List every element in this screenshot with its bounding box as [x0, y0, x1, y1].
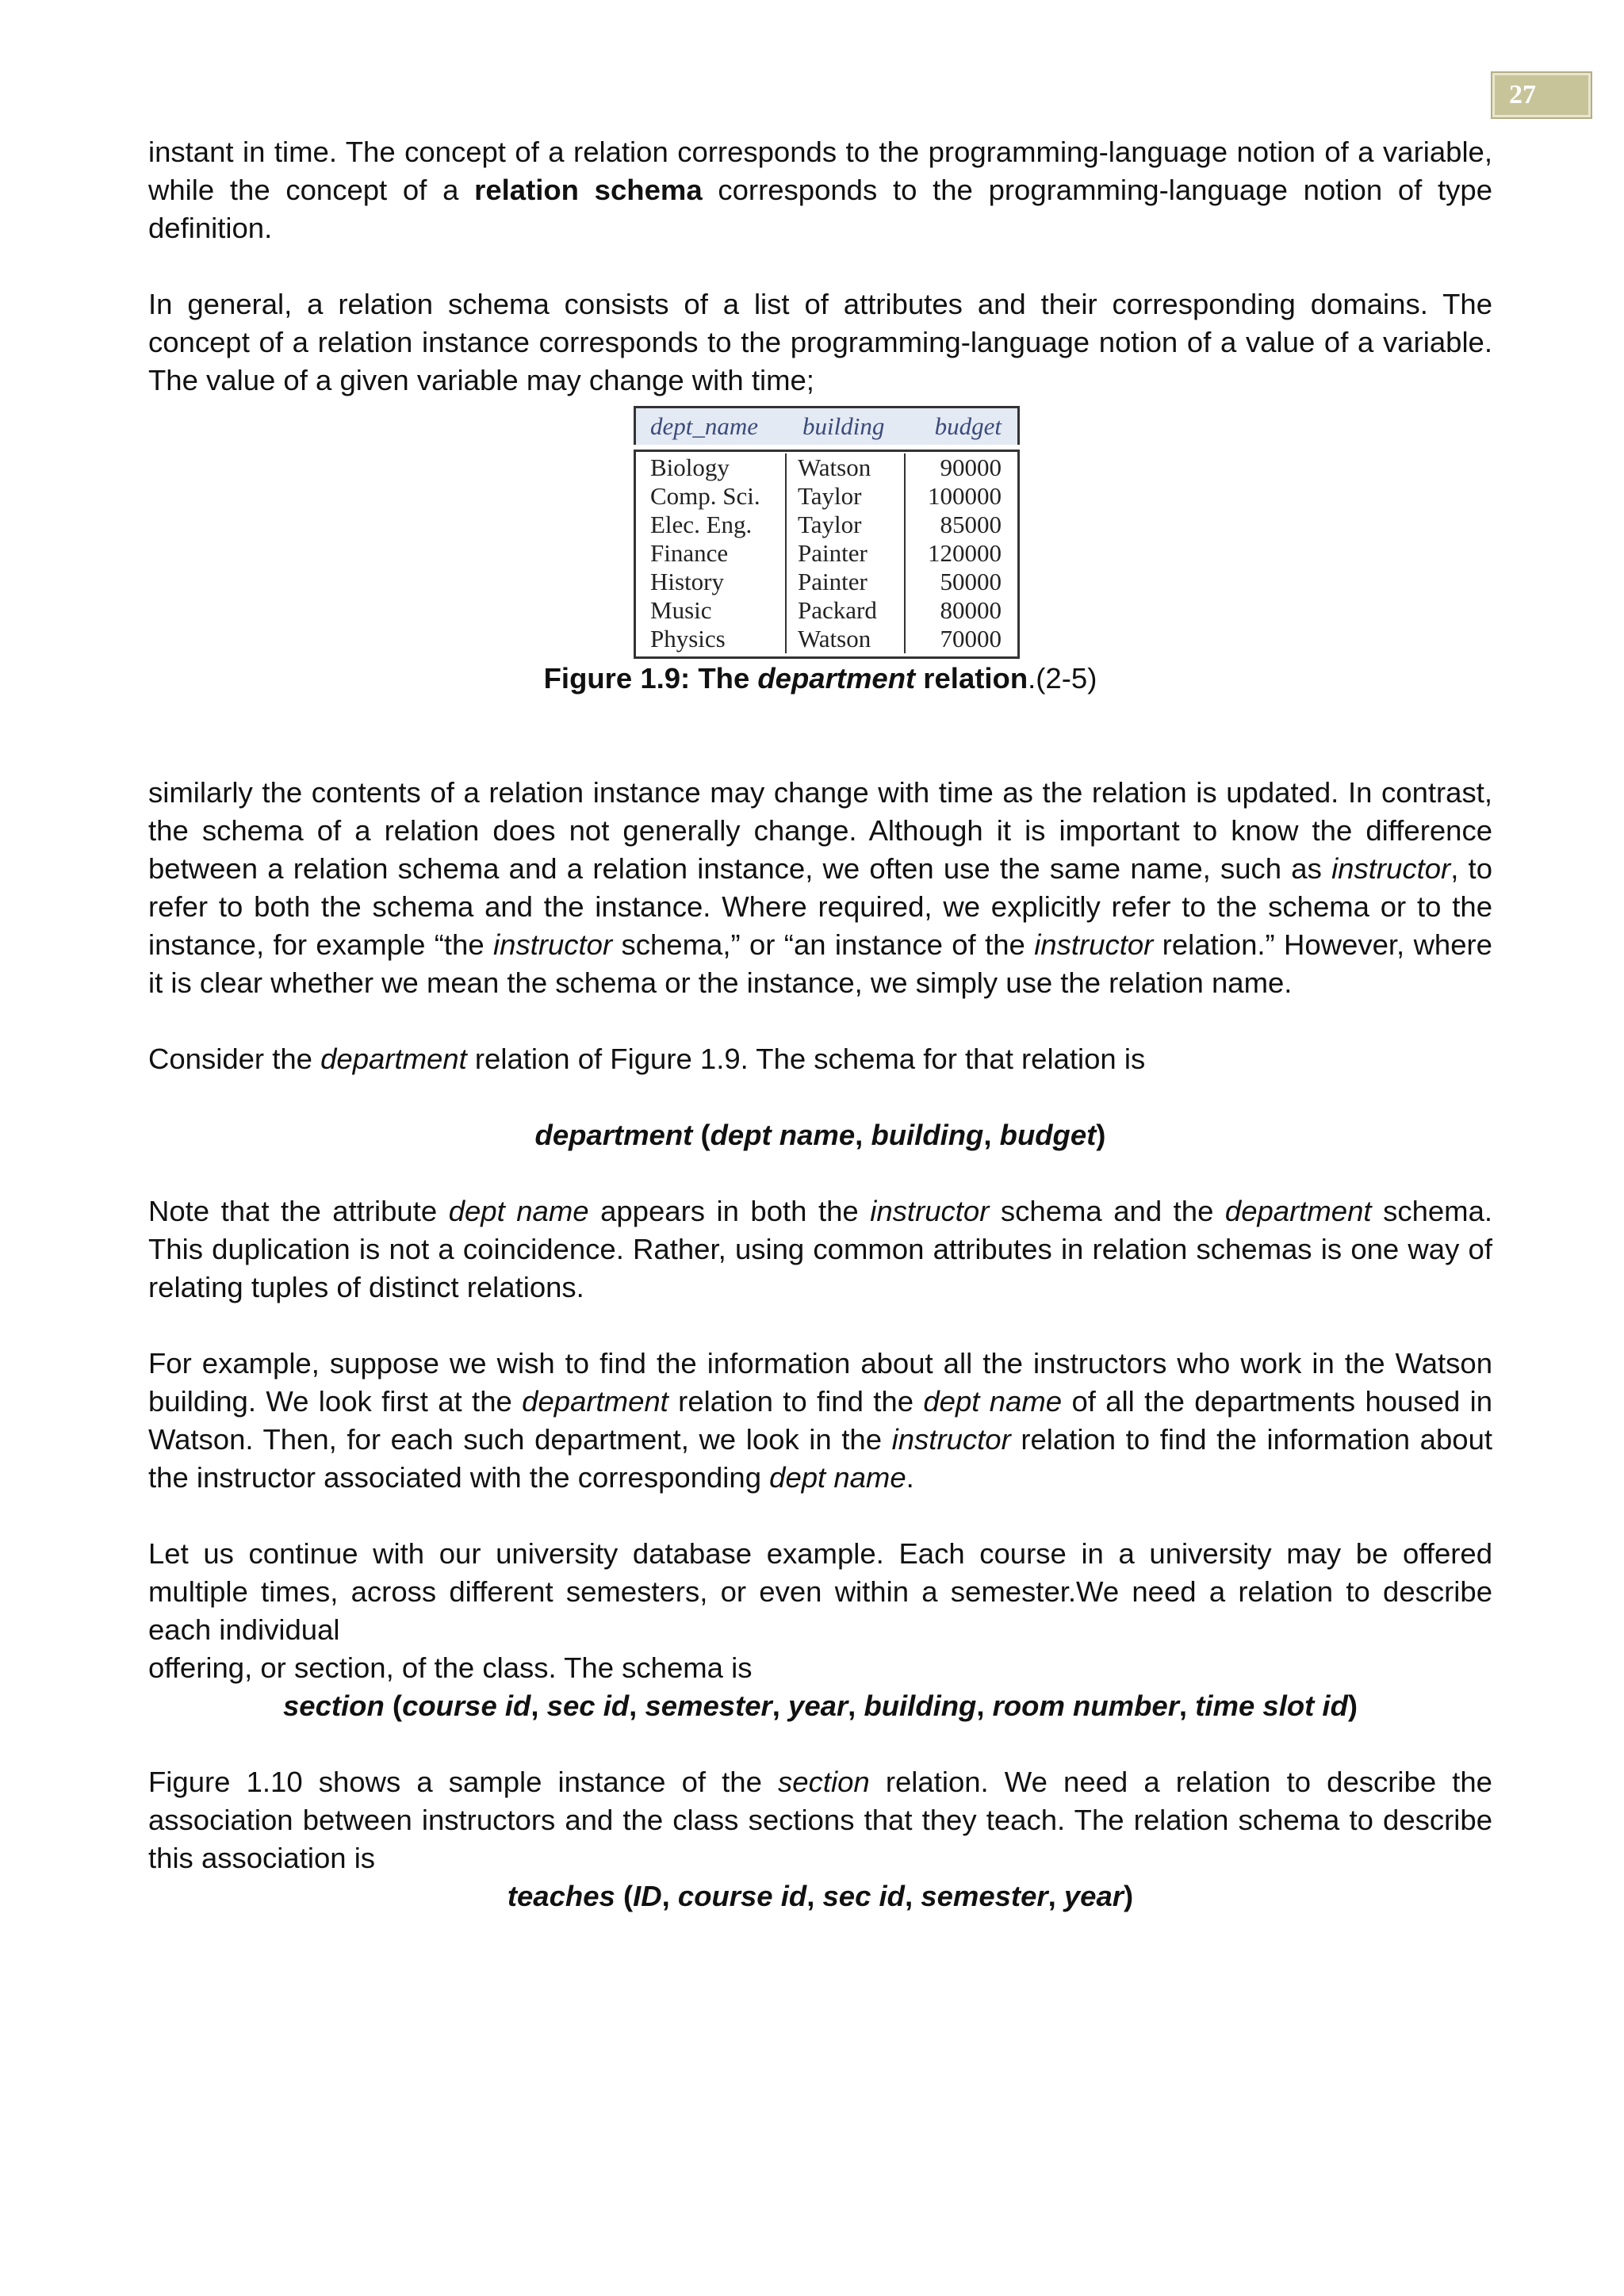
table-cell: 90000: [940, 453, 1002, 481]
paragraph-4: Consider the department relation of Figure 1.9. The schema for that relation is: [148, 1043, 1146, 1075]
paragraph-6: For example, suppose we wish to find the information about all the instructors who work in the Watson building. We look first at the department relation to find the dept name of all the departments housed in Watson. Then, for each such department, we look in the instructor relation to find the information about the instructor associated with the corresponding dept name.: [148, 1347, 1493, 1494]
column-building: [787, 453, 906, 653]
table-cell: 50000: [940, 568, 1002, 595]
header-dept-name: dept_name: [650, 412, 759, 440]
teaches-schema: teaches (ID, course id, sec id, semester, year): [507, 1880, 1134, 1912]
table-cell: 85000: [940, 511, 1002, 538]
table-body: [634, 450, 1020, 659]
page-content: [148, 133, 1492, 1954]
table-cell: Taylor: [798, 482, 862, 510]
table-cell: Music: [650, 596, 712, 624]
table-header: [634, 406, 1020, 445]
term-relation-schema: relation schema: [474, 174, 703, 206]
table-cell: Painter: [798, 539, 868, 567]
table-cell: Watson: [798, 453, 871, 481]
table-cell: Elec. Eng.: [650, 511, 753, 538]
section-schema: section (course id, sec id, semester, year, building, room number, time slot id): [282, 1689, 1358, 1722]
table-cell: History: [650, 568, 724, 595]
paragraph-5: Note that the attribute dept name appears in both the instructor schema and the department schema. This duplication is not a coincidence. Rather, using common attributes in relation schemas is one way of relating tuples of distinct relations.: [148, 1195, 1493, 1303]
table-cell: Comp. Sci.: [650, 482, 760, 510]
table-cell: 70000: [940, 625, 1002, 652]
table-cell: Biology: [650, 453, 730, 481]
paragraph-3: similarly the contents of a relation instance may change with time as the relation is updated. In contrast, the schema of a relation does not generally change. Although it is important to know the difference between a relation schema and a relation instance, we often use the same name, such as instructor, to refer to both the schema and the instance. Where required, we explicitly refer to the schema or to the instance, for example “the instructor schema,” or “an instance of the instructor relation.” However, where it is clear whether we mean the schema or the instance, we simply use the relation name.: [148, 776, 1492, 999]
paragraph-1: instant in time. The concept of a relation corresponds to the programming-language notion of a variable, while the concept of a relation schema corresponds to the programming-language notion of type definition.: [148, 136, 1493, 244]
table-cell: 120000: [928, 539, 1002, 567]
table-cell: Packard: [798, 596, 877, 624]
figure-1-9: [148, 406, 1492, 701]
header-building: building: [802, 412, 885, 440]
table-cell: Physics: [650, 625, 726, 652]
column-dept-name: [636, 453, 787, 653]
department-schema: department (dept name, building, budget): [534, 1119, 1106, 1151]
header-budget: budget: [934, 412, 1002, 440]
paragraph-7: Let us continue with our university database example. Each course in a university may be offered multiple times, across different semesters, or even within a semester.We need a relation to describe each individual offering, or section, of the class. The schema is: [148, 1537, 1492, 1684]
figure-caption: Figure 1.9: The department relation.(2-5): [543, 662, 1097, 695]
column-budget: [906, 453, 1017, 653]
table-cell: 100000: [928, 482, 1002, 510]
table-cell: Painter: [798, 568, 868, 595]
department-table: [634, 406, 1020, 659]
table-cell: Taylor: [798, 511, 862, 538]
table-cell: Watson: [798, 625, 871, 652]
table-cell: 80000: [940, 596, 1002, 624]
page-number: 27: [1492, 73, 1591, 117]
paragraph-8: Figure 1.10 shows a sample instance of the section relation. We need a relation to describe the association between instructors and the class sections that they teach. The relation schema to describe this association is: [148, 1766, 1492, 1874]
paragraph-2: In general, a relation schema consists of a list of attributes and their corresponding domains. The concept of a relation instance corresponds to the programming-language notion of a value of a variable. The value of a given variable may change with time;: [148, 288, 1492, 396]
table-cell: Finance: [650, 539, 729, 567]
